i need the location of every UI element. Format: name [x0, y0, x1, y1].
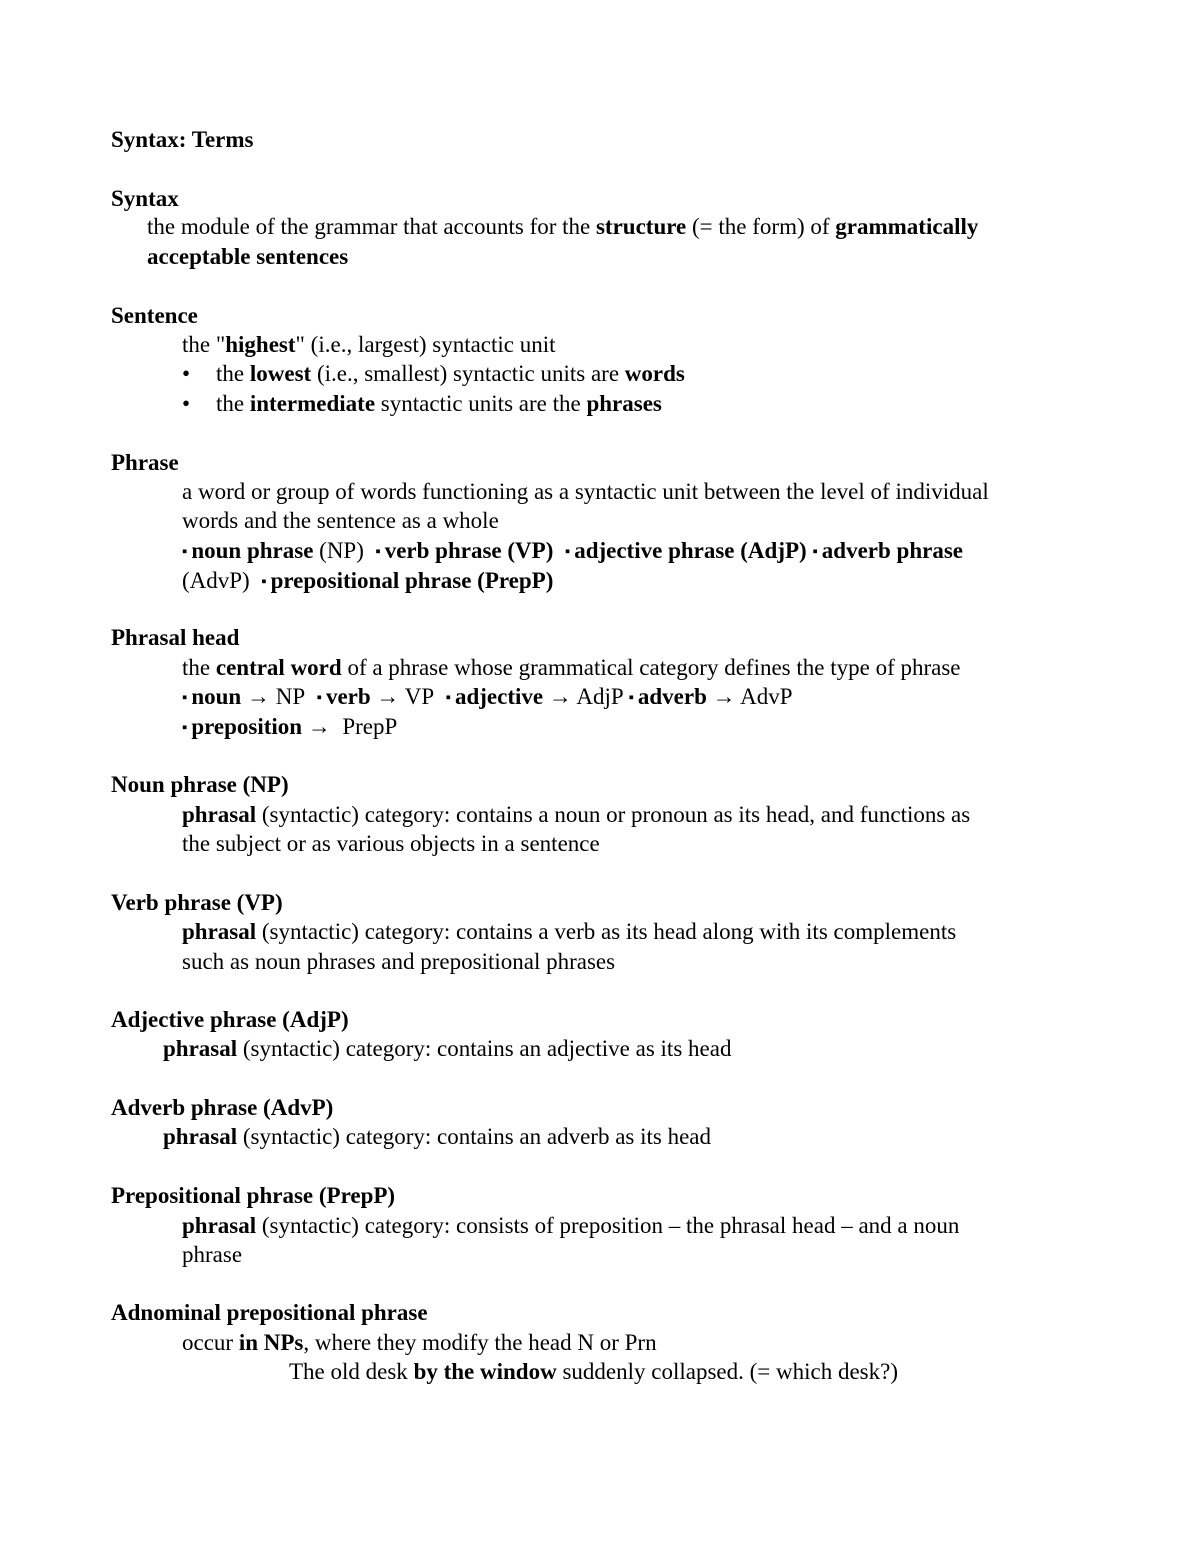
syntax-definition-line2 — [147, 242, 348, 272]
term-sentence-label: Sentence — [111, 303, 198, 328]
bold-run: phrasal — [182, 1213, 257, 1238]
prepositional-phrase-definition-line2 — [182, 1240, 242, 1270]
text-run: (NP) — [313, 538, 364, 563]
arrow-right-icon: → — [307, 714, 331, 739]
bullet-icon: • — [182, 391, 191, 416]
text-run: the — [216, 391, 250, 416]
text-run: AdvP — [740, 684, 793, 709]
text-run: the — [182, 655, 216, 680]
text-run: syntactic units are the — [375, 391, 587, 416]
bold-run: phrasal — [163, 1124, 238, 1149]
page-title — [111, 125, 254, 155]
phrase-definition-line1 — [182, 477, 989, 507]
text-run: (syntactic) category: contains a noun or pronoun as its head, and functions as — [256, 802, 971, 827]
term-phrase — [111, 448, 179, 478]
square-bullet-icon: ▪ — [182, 544, 188, 560]
adnominal-definition — [182, 1328, 657, 1358]
term-adverb-phrase-label: Adverb phrase (AdvP) — [111, 1095, 334, 1120]
phrase-definition-line2 — [182, 506, 499, 536]
term-noun-phrase-label: Noun phrase (NP) — [111, 772, 289, 797]
term-phrasal-head-label: Phrasal head — [111, 625, 240, 650]
term-phrase-label: Phrase — [111, 450, 179, 475]
text-run: (syntactic) category: contains a verb as its head along with its complements — [256, 919, 957, 944]
arrow-right-icon: → — [712, 684, 736, 709]
text-run: " (i.e., largest) syntactic unit — [295, 332, 556, 357]
phrasal-head-mapping-line1 — [182, 682, 793, 714]
bold-run: grammatically — [835, 214, 979, 239]
verb-phrase-definition-line1 — [182, 917, 956, 947]
text-run: (syntactic) category: contains an adjective as its head — [237, 1036, 732, 1061]
text-run: PrepP — [342, 714, 398, 739]
bold-run: words — [624, 361, 685, 386]
bold-run: verb — [325, 684, 371, 709]
term-adjective-phrase — [111, 1005, 349, 1035]
syntax-definition-line1 — [147, 212, 978, 242]
phrasal-head-mapping-line2 — [182, 712, 397, 744]
square-bullet-icon: ▪ — [182, 690, 188, 706]
text-run: AdjP — [576, 684, 623, 709]
text-run: the subject or as various objects in a sentence — [182, 831, 600, 856]
text-run: suddenly collapsed. (= which desk?) — [556, 1359, 898, 1384]
text-run: words and the sentence as a whole — [182, 508, 499, 533]
bold-run: structure — [595, 214, 687, 239]
text-run: occur — [182, 1330, 239, 1355]
text-run: NP — [275, 684, 306, 709]
term-verb-phrase-label: Verb phrase (VP) — [111, 890, 283, 915]
bold-run: noun phrase — [191, 538, 314, 563]
square-bullet-icon: ▪ — [316, 690, 322, 706]
text-run: (i.e., smallest) syntactic units are — [311, 361, 625, 386]
text-run: (AdvP) — [182, 568, 250, 593]
arrow-right-icon: → — [246, 684, 270, 709]
bold-run: preposition — [191, 714, 303, 739]
term-adjective-phrase-label: Adjective phrase (AdjP) — [111, 1007, 349, 1032]
prepositional-phrase-definition-line1 — [182, 1211, 959, 1241]
text-run: such as noun phrases and prepositional phrases — [182, 949, 616, 974]
noun-phrase-definition-line1 — [182, 800, 970, 830]
term-adverb-phrase — [111, 1093, 333, 1123]
bold-run: lowest — [249, 361, 312, 386]
bold-run: prepositional phrase (PrepP) — [270, 568, 554, 593]
square-bullet-icon: ▪ — [261, 574, 267, 590]
term-syntax-label: Syntax — [111, 186, 179, 211]
bold-run: noun — [191, 684, 242, 709]
term-sentence — [111, 301, 198, 331]
term-phrasal-head — [111, 623, 239, 653]
text-run: the " — [182, 332, 226, 357]
term-prepositional-phrase-label: Prepositional phrase (PrepP) — [111, 1183, 396, 1208]
term-syntax — [111, 184, 179, 214]
noun-phrase-definition-line2 — [182, 829, 600, 859]
bold-run: phrasal — [182, 919, 257, 944]
square-bullet-icon: ▪ — [375, 544, 381, 560]
bold-run: adverb — [637, 684, 707, 709]
text-run: a word or group of words functioning as a syntactic unit between the level of individual — [182, 479, 989, 504]
bullet-icon: • — [182, 361, 191, 386]
adjective-phrase-definition — [163, 1034, 731, 1064]
sentence-bullet-2 — [182, 389, 662, 419]
term-adnominal-prepositional-phrase — [111, 1298, 428, 1328]
text-run: VP — [404, 684, 435, 709]
bold-run: adjective phrase (AdjP) — [574, 538, 807, 563]
title-text: Syntax: Terms — [111, 127, 254, 152]
text-run: (= the form) of — [686, 214, 836, 239]
square-bullet-icon: ▪ — [812, 544, 818, 560]
verb-phrase-definition-line2 — [182, 947, 615, 977]
adnominal-example — [289, 1357, 898, 1387]
text-run: of a phrase whose grammatical category defines the type of phrase — [341, 655, 961, 680]
bold-run: phrases — [586, 391, 662, 416]
phrasal-head-definition — [182, 653, 961, 683]
arrow-right-icon: → — [376, 684, 400, 709]
text-run: The old desk — [289, 1359, 414, 1384]
square-bullet-icon: ▪ — [445, 690, 451, 706]
bold-run: by the window — [413, 1359, 557, 1384]
text-run: phrase — [182, 1242, 243, 1267]
term-noun-phrase — [111, 770, 289, 800]
bold-run: phrasal — [163, 1036, 238, 1061]
text-run: , where they modify the head N or Prn — [303, 1330, 657, 1355]
term-adnominal-label: Adnominal prepositional phrase — [111, 1300, 428, 1325]
phrase-types-line2 — [182, 566, 553, 598]
bold-run: adjective — [454, 684, 544, 709]
bold-run: phrasal — [182, 802, 257, 827]
bold-run: intermediate — [249, 391, 376, 416]
arrow-right-icon: → — [548, 684, 572, 709]
bold-run: adverb phrase — [821, 538, 963, 563]
bold-run: highest — [225, 332, 296, 357]
square-bullet-icon: ▪ — [564, 544, 571, 560]
text-run: (syntactic) category: contains an adverb as its head — [237, 1124, 712, 1149]
bold-run: central word — [215, 655, 342, 680]
sentence-definition — [182, 330, 556, 360]
bold-run: in NPs — [238, 1330, 304, 1355]
bold-run: verb phrase (VP) — [384, 538, 554, 563]
text-run: (syntactic) category: consists of preposition – the phrasal head – and a noun — [256, 1213, 960, 1238]
text-run: the — [216, 361, 250, 386]
term-prepositional-phrase — [111, 1181, 395, 1211]
term-verb-phrase — [111, 888, 283, 918]
adverb-phrase-definition — [163, 1122, 711, 1152]
phrase-types-line1 — [182, 536, 963, 568]
text-run: the module of the grammar that accounts for the — [147, 214, 596, 239]
square-bullet-icon: ▪ — [182, 720, 188, 736]
bold-run: acceptable sentences — [147, 244, 349, 269]
square-bullet-icon: ▪ — [628, 690, 634, 706]
sentence-bullet-1 — [182, 359, 685, 389]
